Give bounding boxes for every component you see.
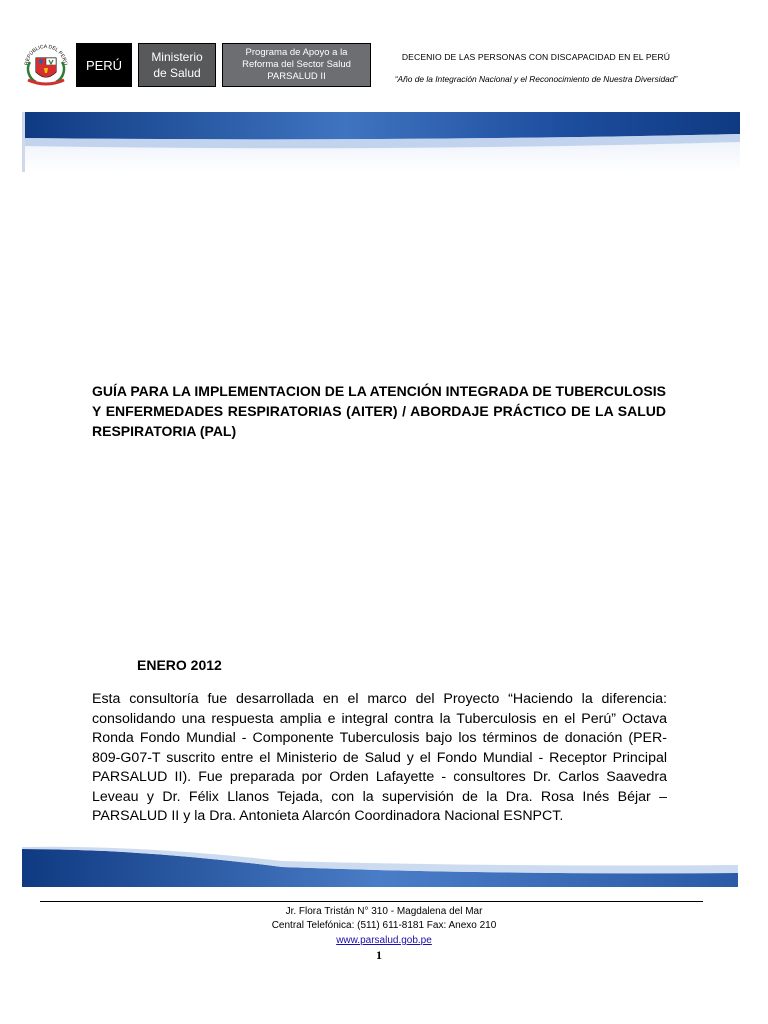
- peru-badge: [76, 43, 132, 87]
- coat-of-arms-text: REPÚBLICA DEL PERÚ: [23, 43, 69, 66]
- coat-of-arms-icon: [22, 42, 70, 88]
- program-line-3: PARSALUD II: [267, 71, 326, 82]
- footer-divider: [40, 901, 703, 902]
- footer-website-container: [0, 935, 768, 946]
- footer-banner: [22, 845, 738, 887]
- program-line-1: Programa de Apoyo a la: [245, 47, 348, 58]
- program-line-2: Reforma del Sector Salud: [242, 59, 351, 70]
- ministry-line-2: de Salud: [153, 66, 201, 80]
- document-body: Esta consultoría fue desarrollada en el marco del Proyecto “Haciendo la diferencia: consolidando una respuesta amplia e integral contra la Tuberculosis en el Perú” Octava Ronda Fondo Mundial - Componente Tuberculosis bajo los términos de donación (PER-809-G07-T suscrito entre el Ministerio de Salud y el Fondo Mundial - Receptor Principal PARSALUD II). Fue preparada por Orden Lafayette - consultores Dr. Carlos Saavedra Leveau y Dr. Félix Llanos Tejada, con la supervisión de la Dra. Rosa Inés Béjar – PARSALUD II y la Dra. Antonieta Alarcón Coordinadora Nacional ESNPCT.: [92, 691, 667, 824]
- document-date: ENERO 2012: [137, 657, 222, 673]
- decade-heading: DECENIO DE LAS PERSONAS CON DISCAPACIDAD EN EL PERÚ: [401, 52, 671, 62]
- footer-address: Jr. Flora Tristán N° 310 - Magdalena del Mar: [285, 906, 483, 917]
- year-name-heading: “Año de la Integración Nacional y el Reconocimiento de Nuestra Diversidad”: [394, 74, 678, 84]
- footer-phone: Central Telefónica: (511) 611-8181 Fax: Anexo 210: [271, 920, 497, 931]
- header-banner: [22, 112, 740, 172]
- document-title: GUÍA PARA LA IMPLEMENTACION DE LA ATENCIÓN INTEGRADA DE TUBERCULOSIS Y ENFERMEDADES RESPIRATORIAS (AITER) / ABORDAJE PRÁCTICO DE LA SALUD RESPIRATORIA (PAL): [92, 383, 666, 439]
- program-badge: [222, 43, 371, 87]
- ministry-badge: [138, 43, 216, 87]
- ministry-line-1: Ministerio: [151, 50, 203, 64]
- page-number: 1: [376, 948, 382, 962]
- peru-label: PERÚ: [85, 57, 123, 73]
- footer-website-link[interactable]: www.parsalud.gob.pe: [336, 935, 432, 946]
